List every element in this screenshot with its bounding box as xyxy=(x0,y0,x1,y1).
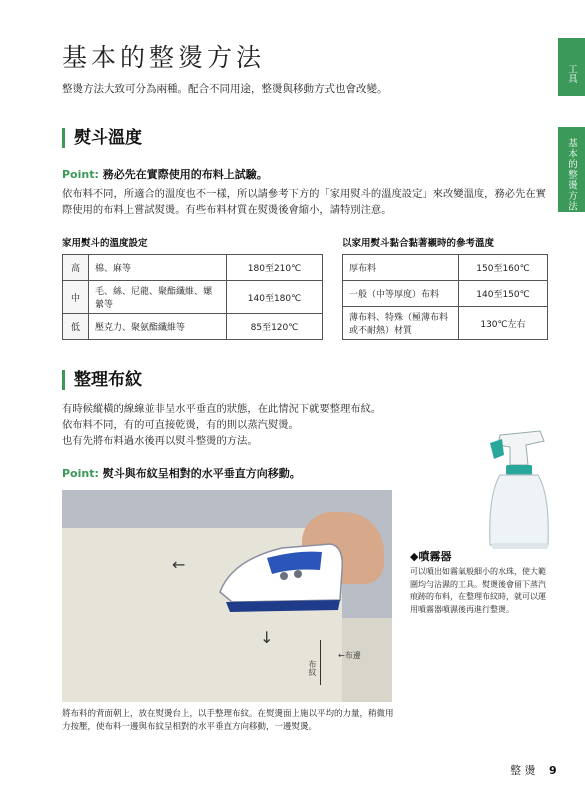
sprayer-title: ◆噴霧器 xyxy=(410,550,452,563)
table-title-interfacing-temp: 以家用熨斗黏合黏著襯時的參考溫度 xyxy=(342,238,495,249)
table-cell: 低 xyxy=(63,314,89,340)
table-cell: 140至150℃ xyxy=(459,281,548,307)
page-number: 9 xyxy=(549,764,557,777)
paragraph-line: 依布料不同，有的可直接乾燙，有的則以蒸汽熨燙。 xyxy=(62,419,299,431)
table-row xyxy=(343,307,548,340)
ironing-photo xyxy=(62,490,392,702)
section2-paragraph xyxy=(62,401,442,449)
page-footer xyxy=(510,762,557,778)
side-tab-basic-ironing[interactable]: 基本的整燙方法 xyxy=(558,127,585,212)
iron-icon xyxy=(212,530,347,616)
point-text: 熨斗與布紋呈相對的水平垂直方向移動。 xyxy=(102,467,301,480)
page-title: 基本的整燙方法 xyxy=(62,43,266,72)
side-tab-tools[interactable]: 工具 xyxy=(558,38,585,96)
table-cell: 180至210℃ xyxy=(227,255,323,281)
table-cell: 85至120℃ xyxy=(227,314,323,340)
point-key: Point: xyxy=(62,467,99,480)
section-heading-iron-temperature: 熨斗溫度 xyxy=(62,128,142,148)
point-line xyxy=(62,166,268,182)
selvage-label: ←布邊 xyxy=(338,651,361,660)
interfacing-table xyxy=(342,254,548,340)
table-cell: 130℃左右 xyxy=(459,307,548,340)
table-cell: 棉、麻等 xyxy=(89,255,227,281)
table-cell: 壓克力、聚氨酯纖維等 xyxy=(89,314,227,340)
point-line xyxy=(62,465,301,481)
grain-line xyxy=(320,640,321,685)
table-cell: 高 xyxy=(63,255,89,281)
grain-label: 布紋 xyxy=(308,660,317,676)
paragraph-line: 有時候縱橫的線線並非呈水平垂直的狀態，在此情況下就要整理布紋。 xyxy=(62,403,382,415)
point-key: Point: xyxy=(62,168,99,181)
table-row xyxy=(63,314,323,340)
table-row xyxy=(63,255,323,281)
spray-bottle-icon xyxy=(470,425,560,555)
temperature-table xyxy=(62,254,323,340)
table-cell: 毛、絲、尼龍、聚酯纖維、嫘縈等 xyxy=(89,281,227,314)
table-cell: 中 xyxy=(63,281,89,314)
arrow-down-icon: ↓ xyxy=(260,628,274,647)
table-cell: 140至180℃ xyxy=(227,281,323,314)
table-cell: 厚布料 xyxy=(343,255,459,281)
table-row xyxy=(343,281,548,307)
table-row xyxy=(343,255,548,281)
arrow-left-icon: ← xyxy=(172,555,186,574)
section1-paragraph: 依布料不同，所適合的溫度也不一樣，所以請參考下方的「家用熨斗的溫度設定」來改變溫度，務必先在實際使用的布料上嘗試熨燙。有些布料材質在熨燙後會縮小，請特別注意。 xyxy=(62,188,546,216)
table-cell: 薄布料、特殊（極薄布料或不耐熱）材質 xyxy=(343,307,459,340)
photo-caption: 將布料的背面朝上，放在熨燙台上，以手整理布紋。在熨燙面上施以平均的力量，稍微用力按壓，使布料一邊與布紋呈相對的水平垂直方向移動，一邊熨燙。 xyxy=(62,709,394,732)
footer-label: 整 燙 xyxy=(510,764,536,777)
section-heading-straighten-grain: 整理布紋 xyxy=(62,370,142,390)
sprayer-description: 可以噴出如霧氣般細小的水珠，使大範圍均勻沾濕的工具。熨燙後會留下蒸汽痕跡的布料，在整理布紋時，就可以運用噴霧器噴濕後再進行整燙。 xyxy=(410,567,546,614)
table-title-home-iron-temp: 家用熨斗的溫度設定 xyxy=(62,238,148,249)
table-row xyxy=(63,281,323,314)
paragraph-line: 也有先將布料過水後再以熨斗整燙的方法。 xyxy=(62,435,258,447)
point-text: 務必先在實際使用的布料上試驗。 xyxy=(102,168,268,181)
table-cell: 150至160℃ xyxy=(459,255,548,281)
table-cell: 一般（中等厚度）布料 xyxy=(343,281,459,307)
intro-text: 整燙方法大致可分為兩種。配合不同用途，整燙與移動方式也會改變。 xyxy=(62,83,388,95)
